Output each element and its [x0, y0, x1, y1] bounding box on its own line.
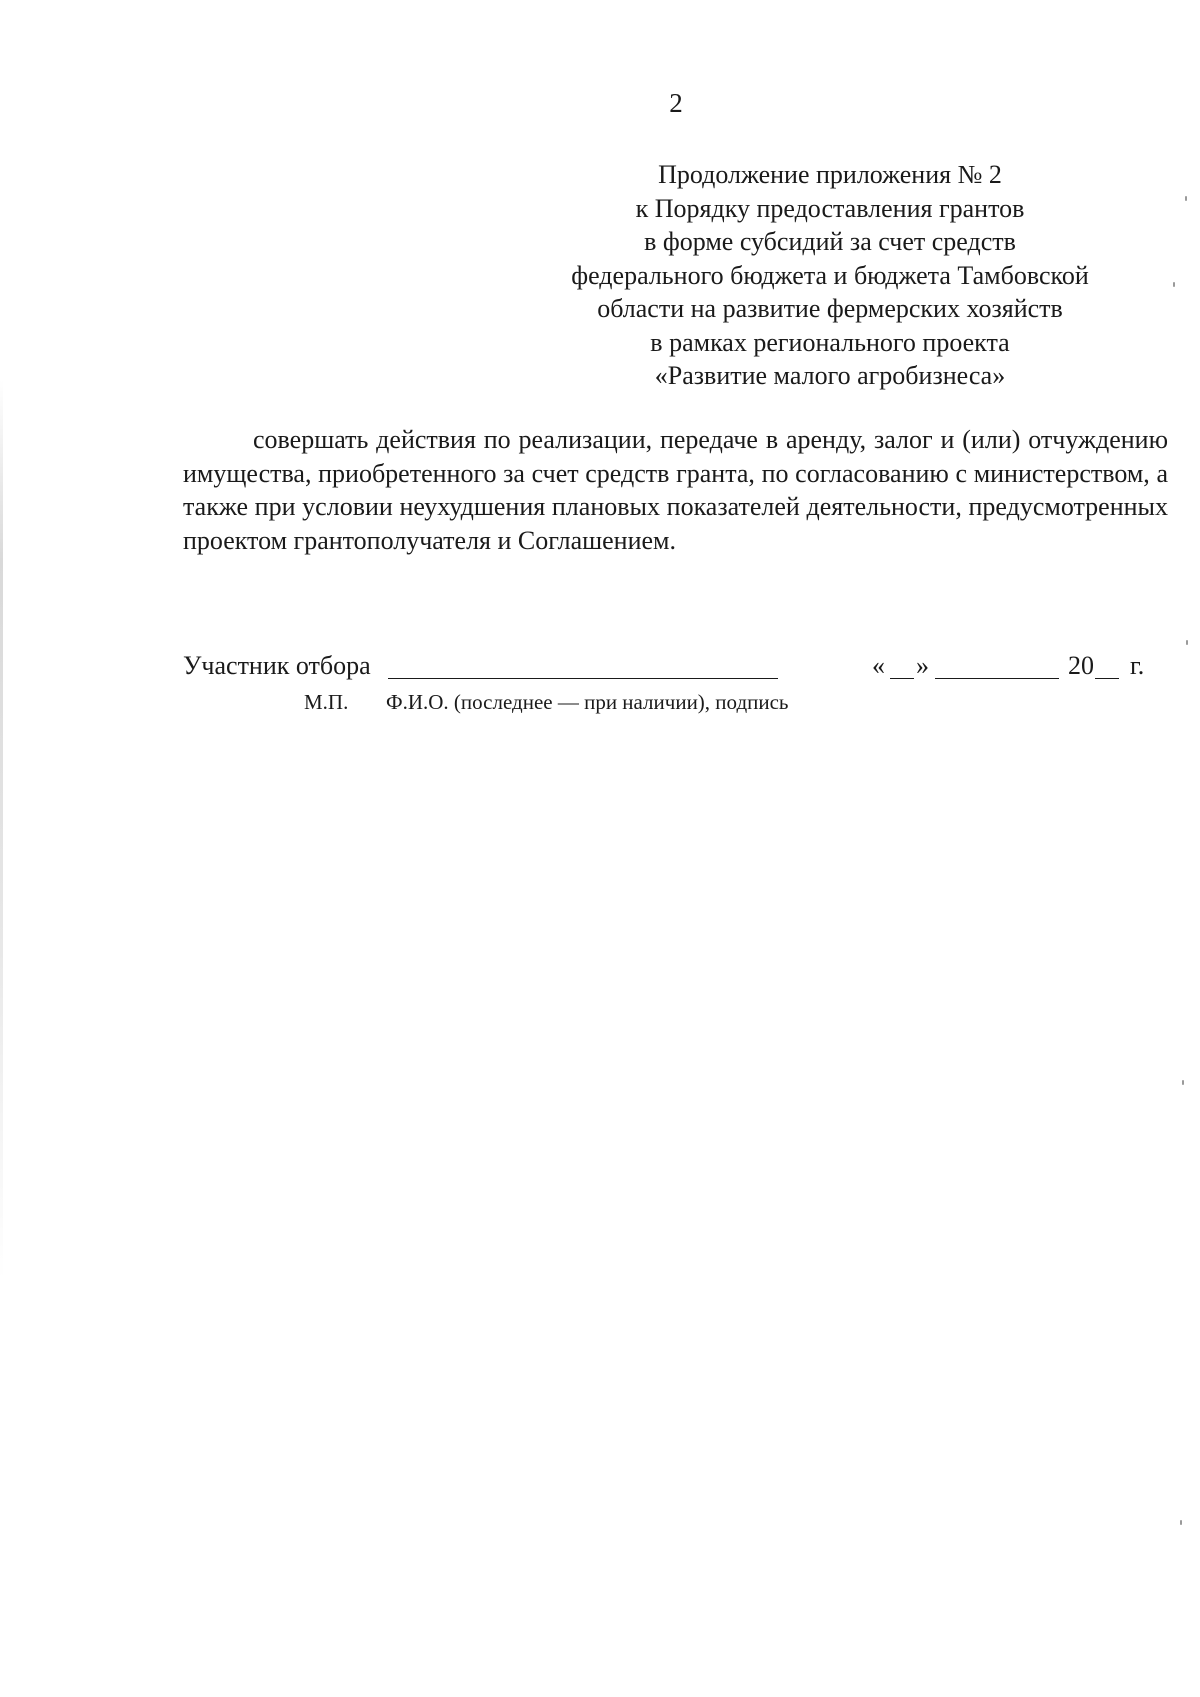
signature-line	[388, 678, 778, 679]
body-paragraph: совершать действия по реализации, передаче в аренду, залог и (или) отчуждению имущества, приобретенного за счет средств гранта, по согласованию с министерством, а также при условии неухудшения плановых показателей деятельности, предусмотренных проектом грантополучателя и Соглашением.	[183, 425, 1168, 555]
appendix-heading	[560, 158, 1100, 393]
stamp-label: М.П.	[304, 690, 349, 714]
date-open-quote: «	[872, 651, 885, 680]
scan-speck	[1186, 640, 1188, 645]
year-suffix: г.	[1130, 651, 1145, 680]
scan-edge	[0, 380, 3, 1280]
signature-row	[183, 651, 1168, 687]
appendix-line: в форме субсидий за счет средств	[644, 227, 1016, 256]
scan-speck	[1185, 196, 1187, 201]
page-number: 2	[669, 88, 683, 118]
appendix-line: федерального бюджета и бюджета Тамбовской	[571, 260, 1089, 290]
scan-speck	[1180, 1520, 1182, 1525]
appendix-line: области на развитие фермерских хозяйств	[597, 294, 1063, 323]
day-line	[890, 678, 914, 679]
scan-speck	[1173, 282, 1175, 287]
name-caption: Ф.И.О. (последнее — при наличии), подпись	[386, 690, 789, 714]
appendix-line: к Порядку предоставления грантов	[635, 193, 1025, 223]
appendix-line: «Развитие малого агробизнеса»	[654, 361, 1006, 390]
month-line	[935, 678, 1059, 679]
year-line	[1095, 678, 1119, 679]
appendix-line: Продолжение приложения № 2	[658, 160, 1002, 189]
scan-speck	[1182, 1080, 1184, 1085]
appendix-line: в рамках регионального проекта	[650, 327, 1010, 357]
year-prefix: 20	[1068, 651, 1094, 680]
participant-label: Участник отбора	[183, 651, 371, 680]
date-close-quote: »	[916, 651, 929, 680]
